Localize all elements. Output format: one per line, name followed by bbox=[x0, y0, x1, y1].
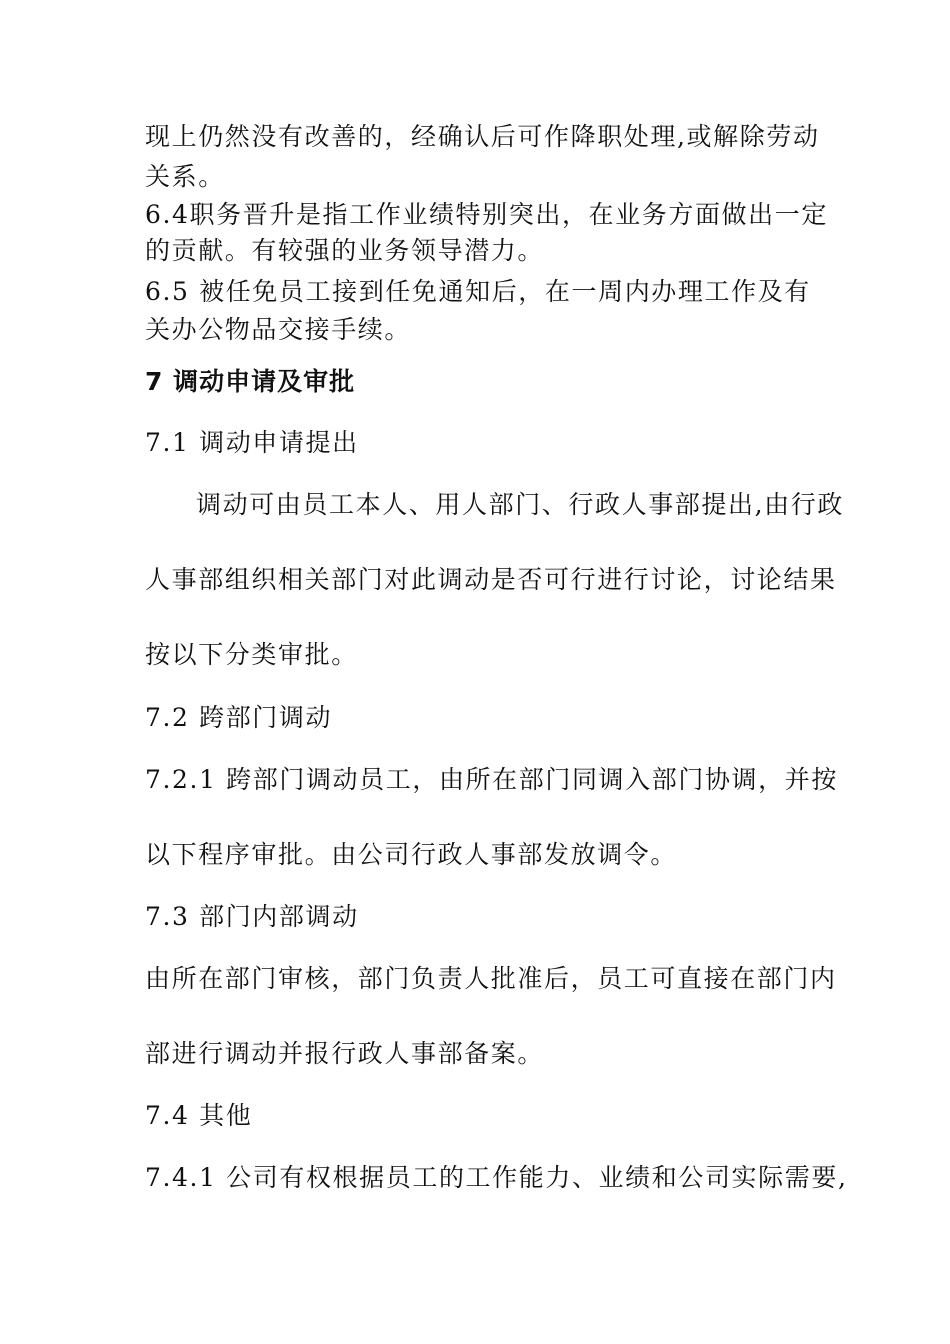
paragraph-line: 部进行调动并报行政人事部备案。 bbox=[145, 1039, 545, 1068]
paragraph-line: 由所在部门审核，部门负责人批准后，员工可直接在部门内 bbox=[145, 964, 837, 993]
text-line: 现上仍然没有改善的，经确认后可作降职处理,或解除劳动 bbox=[145, 122, 820, 151]
text-line: 6.4职务晋升是指工作业绩特别突出，在业务方面做出一定 bbox=[145, 200, 828, 229]
subsection-heading: 7.2 跨部门调动 bbox=[145, 703, 333, 732]
paragraph-line: 调动可由员工本人、用人部门、行政人事部提出,由行政 bbox=[196, 490, 844, 519]
text-line: 的贡献。有较强的业务领导潜力。 bbox=[145, 236, 545, 265]
section-heading: 7 调动申请及审批 bbox=[145, 367, 356, 396]
text-line: 关办公物品交接手续。 bbox=[145, 315, 412, 344]
text-line: 6.5 被任免员工接到任免通知后，在一周内办理工作及有 bbox=[145, 277, 811, 306]
paragraph-line: 7.2.1 跨部门调动员工，由所在部门同调入部门协调，并按 bbox=[145, 765, 838, 794]
paragraph-line: 以下程序审批。由公司行政人事部发放调令。 bbox=[145, 840, 678, 869]
paragraph-line: 按以下分类审批。 bbox=[145, 640, 358, 669]
subsection-heading: 7.3 部门内部调动 bbox=[145, 902, 359, 931]
text-line: 关系。 bbox=[145, 162, 225, 191]
subsection-heading: 7.4 其他 bbox=[145, 1101, 253, 1130]
subsection-heading: 7.1 调动申请提出 bbox=[145, 428, 359, 457]
paragraph-line: 7.4.1 公司有权根据员工的工作能力、业绩和公司实际需要, bbox=[145, 1163, 848, 1192]
paragraph-line: 人事部组织相关部门对此调动是否可行进行讨论，讨论结果 bbox=[145, 565, 837, 594]
